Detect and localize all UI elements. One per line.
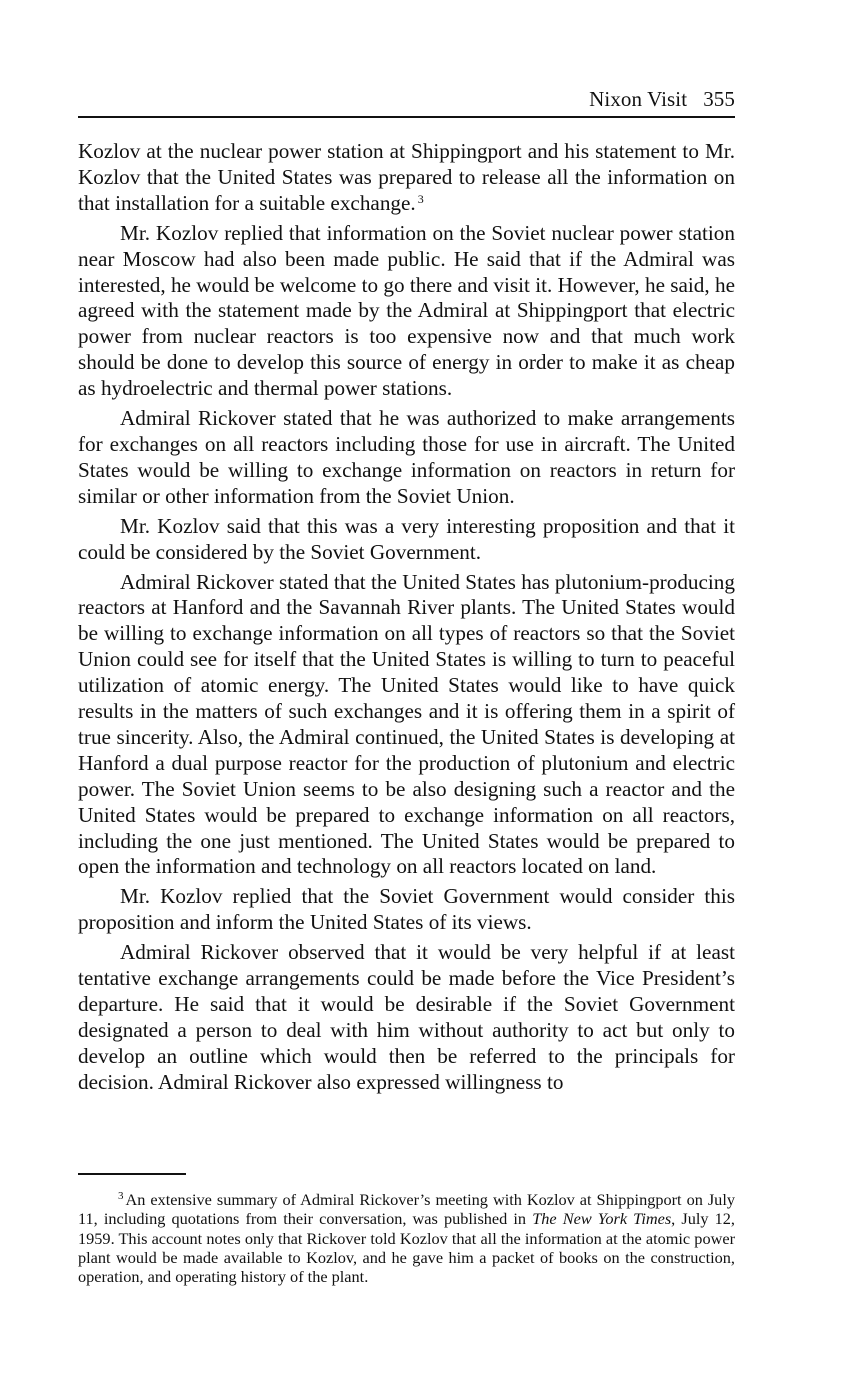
paragraph-2: Mr. Kozlov replied that information on the Soviet nuclear power station near Moscow had also been made public. He said that if the Admiral was interested, he would be welcome to go there and visit it. However, he said, he agreed with the statement made by the Admiral at Shippingport that electric power from nuclear reactors is too expensive now and that much work should be done to develop this source of energy in order to make it as cheap as hydroelectric and thermal power stations. <box>78 220 735 401</box>
footnote-reference: 3 <box>417 191 424 206</box>
paragraph-4: Mr. Kozlov said that this was a very interesting proposition and that it could be considered by the Soviet Government. <box>78 513 735 564</box>
running-head <box>78 86 735 112</box>
footnote-marker: 3 <box>118 1190 124 1202</box>
paragraph-5: Admiral Rickover stated that the United States has plutonium-producing reactors at Hanford and the Savannah River plants. The United States would be willing to exchange information on all types of reactors so that the Soviet Union could see for itself that the United States is willing to turn to peaceful utilization of atomic energy. The United States would like to have quick results in the matters of such exchanges and it is offering them in a spirit of true sincerity. Also, the Admiral continued, the United States is developing at Hanford a dual purpose reactor for the production of plutonium and electric power. The Soviet Union seems to be also designing such a reactor and the United States would be prepared to exchange information on all reactors, including the one just mentioned. The United States would be prepared to open the information and technology on all reactors located on land. <box>78 569 735 879</box>
footnote-text-end: , July 12, 1959. This account notes only that Rickover told Kozlov that all the information at the atomic power plant would be made available to Kozlov, and he gave him a packet of books on the construction, operation, and operating history of the plant. <box>78 1209 735 1287</box>
body-text <box>78 139 735 1100</box>
running-title: Nixon Visit <box>589 87 688 111</box>
footnote-rule <box>78 1173 186 1175</box>
footnote <box>78 1190 735 1286</box>
paragraph-text: Kozlov at the nuclear power station at Shippingport and his statement to Mr. Kozlov that the United States was prepared to release all the information on that installation for a suitable exchange. <box>78 139 735 215</box>
paragraph-3: Admiral Rickover stated that he was authorized to make arrangements for exchanges on all reactors including those for use in aircraft. The United States would be willing to exchange information on reactors in return for similar or other information from the Soviet Union. <box>78 406 735 508</box>
header-rule <box>78 116 735 118</box>
paragraph-6: Mr. Kozlov replied that the Soviet Government would consider this proposition and inform the United States of its views. <box>78 884 735 935</box>
footnote-text-start: An extensive summary of Admiral Rickover’s meeting with Kozlov at Shippingport on July 11, including quotations from their conversation, was published in <box>78 1190 735 1229</box>
paragraph-7: Admiral Rickover observed that it would be very helpful if at least tentative exchange arrangements could be made before the Vice President’s departure. He said that it would be desirable if the Soviet Government designated a person to deal with him without authority to act but only to develop an outline which would then be referred to the principals for decision. Admiral Rickover also expressed willingness to <box>78 940 735 1094</box>
footnote-source-title: The New York Times <box>532 1209 672 1229</box>
page-number: 355 <box>703 87 735 111</box>
book-page <box>78 0 735 1380</box>
paragraph-1 <box>78 139 735 217</box>
